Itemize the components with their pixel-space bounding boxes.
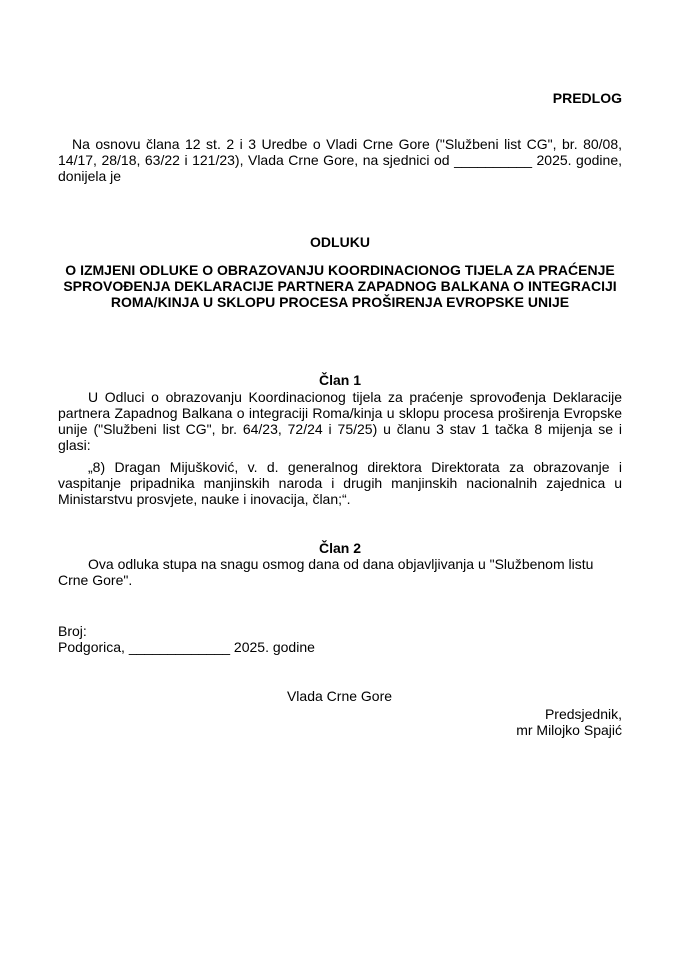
document-status-label: PREDLOG (552, 90, 622, 106)
article-1-paragraph-2: „8) Dragan Mijušković, v. d. generalnog direktora Direktorata za obrazovanje i vaspitanje pripadnika manjinskih naroda i drugih manjinskih nacionalnih zajednica u Ministarstvu prosvjete, nauke i inovacija, član;“. (58, 459, 622, 507)
decision-subject-heading: O IZMJENI ODLUKE O OBRAZOVANJU KOORDINACIONOG TIJELA ZA PRAĆENJE SPROVOĐENJA DEKLARACIJE PARTNERA ZAPADNOG BALKANA O INTEGRACIJI ROMA/KINJA U SKLOPU PROCESA PROŠIRENJA EVROPSKE UNIJE (63, 262, 617, 310)
signatory-title: Predsjednik, (544, 706, 622, 722)
preamble-paragraph: Na osnovu člana 12 st. 2 i 3 Uredbe o Vladi Crne Gore ("Službeni list CG", br. 80/08, 14/17, 28/18, 63/22 i 121/23), Vlada Crne Gore, na sjednici od __________ 2025. godine, donijela je (58, 136, 622, 184)
article-2-heading: Član 2 (318, 540, 361, 556)
signatory-name: mr Milojko Spajić (516, 722, 622, 738)
issuer-name: Vlada Crne Gore (286, 688, 393, 704)
reference-number-label: Broj: (58, 623, 87, 639)
decision-type-heading: ODLUKU (310, 234, 370, 250)
place-and-date: Podgorica, _____________ 2025. godine (58, 639, 315, 655)
article-1-paragraph-1: U Odluci o obrazovanju Koordinacionog tijela za praćenje sprovođenja Deklaracije partnera Zapadnog Balkana o integraciji Roma/kinja u sklopu procesa proširenja Evropske unije ("Službeni list CG", br. 64/23, 72/24 i 75/25) u članu 3 stav 1 tačka 8 mijenja se i glasi: (58, 389, 622, 453)
article-2-paragraph-1: Ova odluka stupa na snagu osmog dana od dana objavljivanja u "Službenom listu Crne Gore". (58, 556, 594, 588)
signature-block (516, 706, 622, 738)
article-1-heading: Član 1 (318, 372, 361, 388)
